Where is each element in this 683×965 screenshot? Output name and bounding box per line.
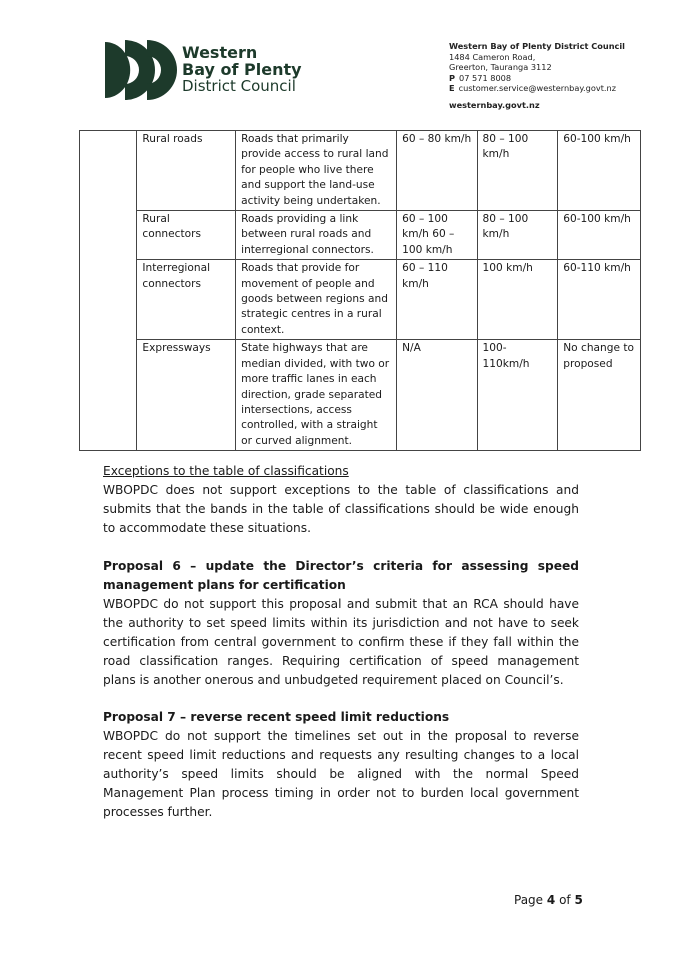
proposal-7-heading: Proposal 7 – reverse recent speed limit reductions (103, 710, 450, 724)
email-line (449, 83, 625, 94)
table-cell-description: State highways that are median divided, with two or more traffic lanes in each direction, grade separated intersections, access controlled, with a straight or curved alignment. (236, 340, 397, 451)
table-cell-description: Roads that primarily provide access to rural land for people who live there and support the land-use activity being undertaken. (236, 131, 397, 211)
proposal-7-section (103, 708, 579, 822)
table-cell-category: Interregional connectors (137, 260, 236, 340)
table-empty-cell (80, 131, 137, 451)
table-cell-description: Roads that provide for movement of people and goods between regions and strategic centres in a rural context. (236, 260, 397, 340)
table-cell-range: No change to proposed (558, 340, 641, 451)
table-cell-category: Expressways (137, 340, 236, 451)
address-line-2: Greerton, Tauranga 3112 (449, 62, 552, 73)
table-cell-range: 80 – 100 km/h (477, 211, 558, 260)
phone-line (449, 73, 625, 84)
org-name: Western Bay of Plenty District Council (449, 41, 625, 51)
phone-label: P (449, 72, 456, 83)
proposal-6-body: WBOPDC do not support this proposal and submit that an RCA should have the authority to set speed limits within its jurisdiction and not have to seek certification from central government to confirm these if they fall within the road classification ranges. Requiring certification of speed management plans is another onerous and unbudgeted requirement placed on Council’s. (103, 597, 579, 687)
proposal-7-body: WBOPDC do not support the timelines set out in the proposal to reverse recent speed limit reductions and requests any resulting changes to a local authority’s speed limits should be aligned with the normal Speed Management Plan process timing in order not to burden local government processes further. (103, 729, 579, 819)
logo-wordmark (182, 44, 302, 95)
council-contact-block (449, 41, 625, 111)
table-row (80, 340, 641, 451)
table-row (80, 211, 641, 260)
table-row (80, 260, 641, 340)
council-logo-mark-icon (103, 40, 179, 100)
page-number (514, 893, 583, 907)
exceptions-heading: Exceptions to the table of classifications (103, 464, 349, 478)
table-cell-range: 100-110km/h (477, 340, 558, 451)
table-row (80, 131, 641, 211)
council-logo (103, 40, 303, 100)
table-cell-range: N/A (397, 340, 477, 451)
phone-number: 07 571 8008 (459, 72, 512, 83)
road-classification-table (79, 130, 641, 451)
exceptions-section (103, 462, 579, 538)
table-cell-category: Rural roads (137, 131, 236, 211)
page-current: 4 (546, 893, 556, 907)
logo-line-3: District Council (182, 77, 296, 95)
table-cell-range: 60-100 km/h (558, 211, 641, 260)
proposal-6-heading: Proposal 6 – update the Director’s criteria for assessing speed management plans for certification (103, 559, 579, 592)
table-cell-category: Rural connectors (137, 211, 236, 260)
table-cell-range: 100 km/h (477, 260, 558, 340)
proposal-6-section (103, 557, 579, 690)
table-cell-range: 60 – 80 km/h (397, 131, 477, 211)
of-word: of (559, 893, 571, 907)
table-cell-range: 60 – 100 km/h 60 – 100 km/h (397, 211, 477, 260)
table-cell-range: 60-110 km/h (558, 260, 641, 340)
table-cell-range: 60 – 110 km/h (397, 260, 477, 340)
page-total: 5 (574, 893, 583, 907)
exceptions-body: WBOPDC does not support exceptions to the table of classifications and submits that the bands in the table of classifications should be wide enough to accommodate these situations. (103, 483, 579, 535)
table-cell-range: 60-100 km/h (558, 131, 641, 211)
address-line-1: 1484 Cameron Road, (449, 51, 536, 62)
email-label: E (449, 83, 455, 94)
email-link[interactable]: customer.service@westernbay.govt.nz (458, 83, 617, 94)
table-cell-description: Roads providing a link between rural roads and interregional connectors. (236, 211, 397, 260)
website-link[interactable]: westernbay.govt.nz (449, 99, 540, 110)
page-word: Page (514, 893, 544, 907)
table-cell-range: 80 – 100 km/h (477, 131, 558, 211)
logo-line-2: Bay of Plenty (182, 60, 302, 79)
logo-line-1: Western (182, 43, 258, 62)
